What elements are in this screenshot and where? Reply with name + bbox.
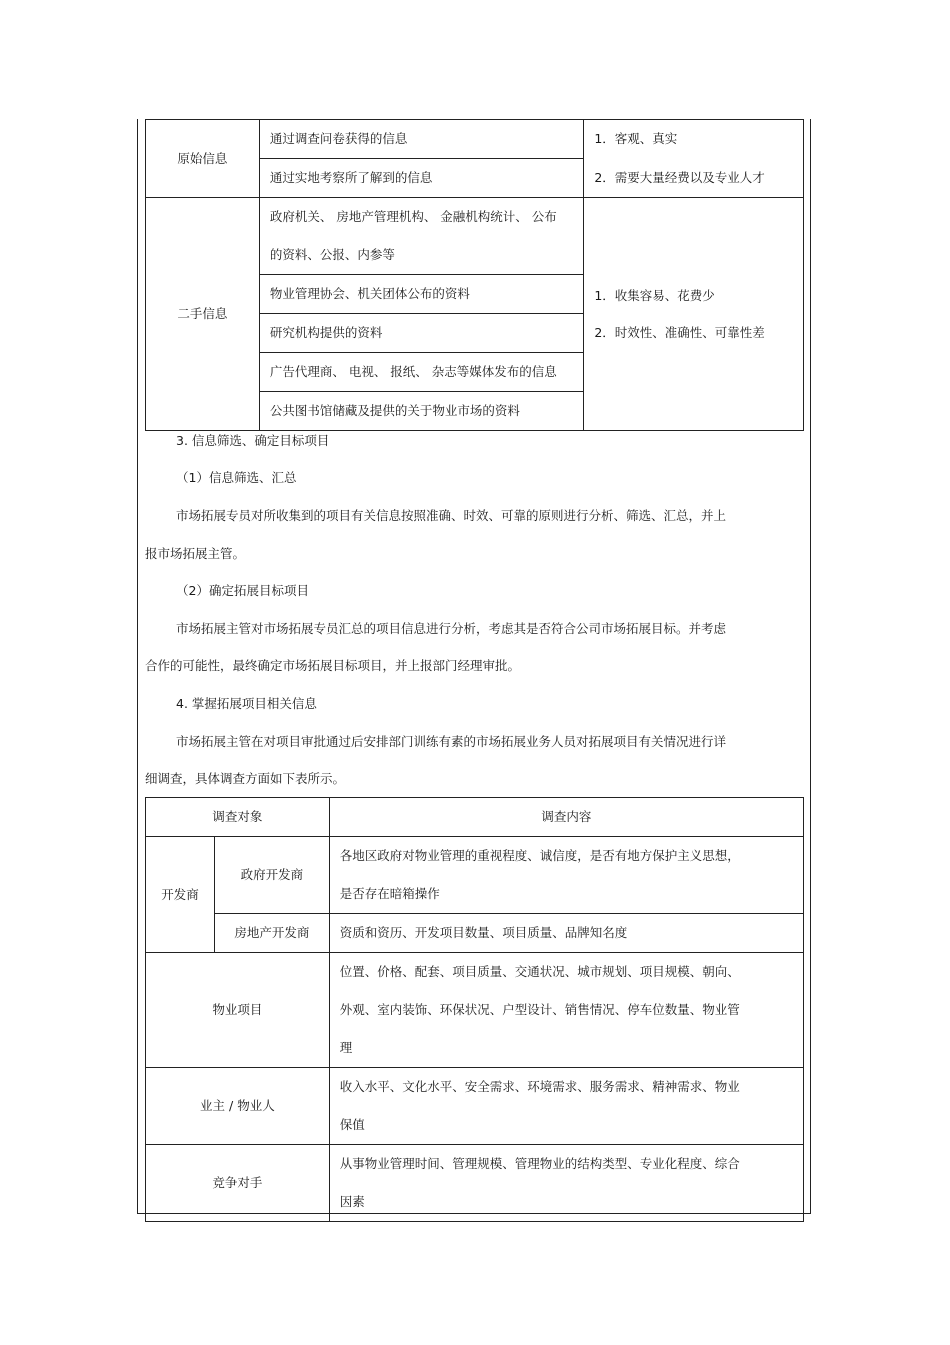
secondhand-info-item: 研究机构提供的资料	[259, 314, 583, 353]
re-developer-content: 资质和资历、开发项目数量、项目质量、品牌知名度	[329, 914, 803, 953]
property-label: 物业项目	[146, 953, 330, 1068]
owner-label: 业主 / 物业人	[146, 1068, 330, 1145]
owner-content	[329, 1068, 803, 1145]
secondhand-info-traits	[584, 198, 804, 431]
content-line: 理	[339, 1040, 353, 1055]
raw-info-item: 通过调查问卷获得的信息	[259, 120, 583, 159]
survey-table	[145, 797, 804, 1222]
header-survey-object: 调查对象	[146, 798, 330, 837]
paragraph-line: 市场拓展主管对市场拓展专员汇总的项目信息进行分析，考虑其是否符合公司市场拓展目标。并考虑	[176, 621, 727, 636]
developer-label: 开发商	[146, 837, 215, 953]
secondhand-info-trait: 1．收集容易、花费少	[594, 288, 715, 303]
paragraph-line: 报市场拓展主管。	[145, 546, 246, 561]
competitor-content	[329, 1145, 803, 1222]
content-line: 各地区政府对物业管理的重视程度、诚信度，是否有地方保护主义思想，	[339, 848, 740, 863]
paragraph-line: 市场拓展专员对所收集到的项目有关信息按照准确、时效、可靠的原则进行分析、筛选、汇总，并上	[176, 508, 727, 523]
secondhand-info-item	[259, 198, 583, 275]
raw-info-trait: 2．需要大量经费以及专业人才	[584, 159, 804, 198]
content-line: 因素	[339, 1194, 365, 1209]
table-row	[146, 1068, 804, 1145]
secondhand-info-label: 二手信息	[146, 198, 260, 431]
section-heading-3: 3. 信息筛选、确定目标项目	[176, 433, 330, 448]
secondhand-info-trait: 2．时效性、准确性、可靠性差	[594, 325, 765, 340]
subsection-heading-2: （2）确定拓展目标项目	[176, 583, 309, 598]
re-developer-label: 房地产开发商	[214, 914, 329, 953]
table-row	[146, 837, 804, 914]
content-line: 外观、室内装饰、环保状况、户型设计、销售情况、停车位数量、物业管	[339, 1002, 740, 1017]
gov-developer-content	[329, 837, 803, 914]
secondhand-info-item: 物业管理协会、机关团体公布的资料	[259, 275, 583, 314]
subsection-heading-1: （1）信息筛选、汇总	[176, 470, 297, 485]
raw-info-trait: 1．客观、真实	[584, 120, 804, 159]
property-content	[329, 953, 803, 1068]
paragraph-line: 合作的可能性，最终确定市场拓展目标项目，并上报部门经理审批。	[145, 658, 521, 673]
secondhand-info-item: 广告代理商、 电视、 报纸、 杂志等媒体发布的信息	[259, 353, 583, 392]
secondhand-info-item: 公共图书馆储藏及提供的关于物业市场的资料	[259, 392, 583, 431]
table-row	[146, 120, 804, 159]
table-row	[146, 914, 804, 953]
raw-info-item: 通过实地考察所了解到的信息	[259, 159, 583, 198]
paragraph-line: 市场拓展主管在对项目审批通过后安排部门训练有素的市场拓展业务人员对拓展项目有关情况进行详	[176, 734, 727, 749]
raw-info-label: 原始信息	[146, 120, 260, 198]
table-row	[146, 198, 804, 275]
content-line: 位置、价格、配套、项目质量、交通状况、城市规划、项目规模、朝向、	[339, 964, 740, 979]
info-source-table	[145, 119, 804, 431]
table-header-row	[146, 798, 804, 837]
content-line: 收入水平、文化水平、安全需求、环境需求、服务需求、精神需求、物业	[339, 1079, 740, 1094]
secondhand-info-item-line: 政府机关、 房地产管理机构、 金融机构统计、 公布	[269, 209, 557, 224]
table-row	[146, 953, 804, 1068]
content-line: 是否存在暗箱操作	[339, 886, 440, 901]
competitor-label: 竞争对手	[146, 1145, 330, 1222]
secondhand-info-item-line: 的资料、公报、内参等	[269, 247, 395, 262]
content-line: 保值	[339, 1117, 365, 1132]
content-line: 从事物业管理时间、管理规模、管理物业的结构类型、专业化程度、综合	[339, 1156, 740, 1171]
gov-developer-label: 政府开发商	[214, 837, 329, 914]
section-heading-4: 4. 掌握拓展项目相关信息	[176, 696, 317, 711]
paragraph-line: 细调查，具体调查方面如下表所示。	[145, 771, 346, 786]
table-row	[146, 1145, 804, 1222]
header-survey-content: 调查内容	[329, 798, 803, 837]
